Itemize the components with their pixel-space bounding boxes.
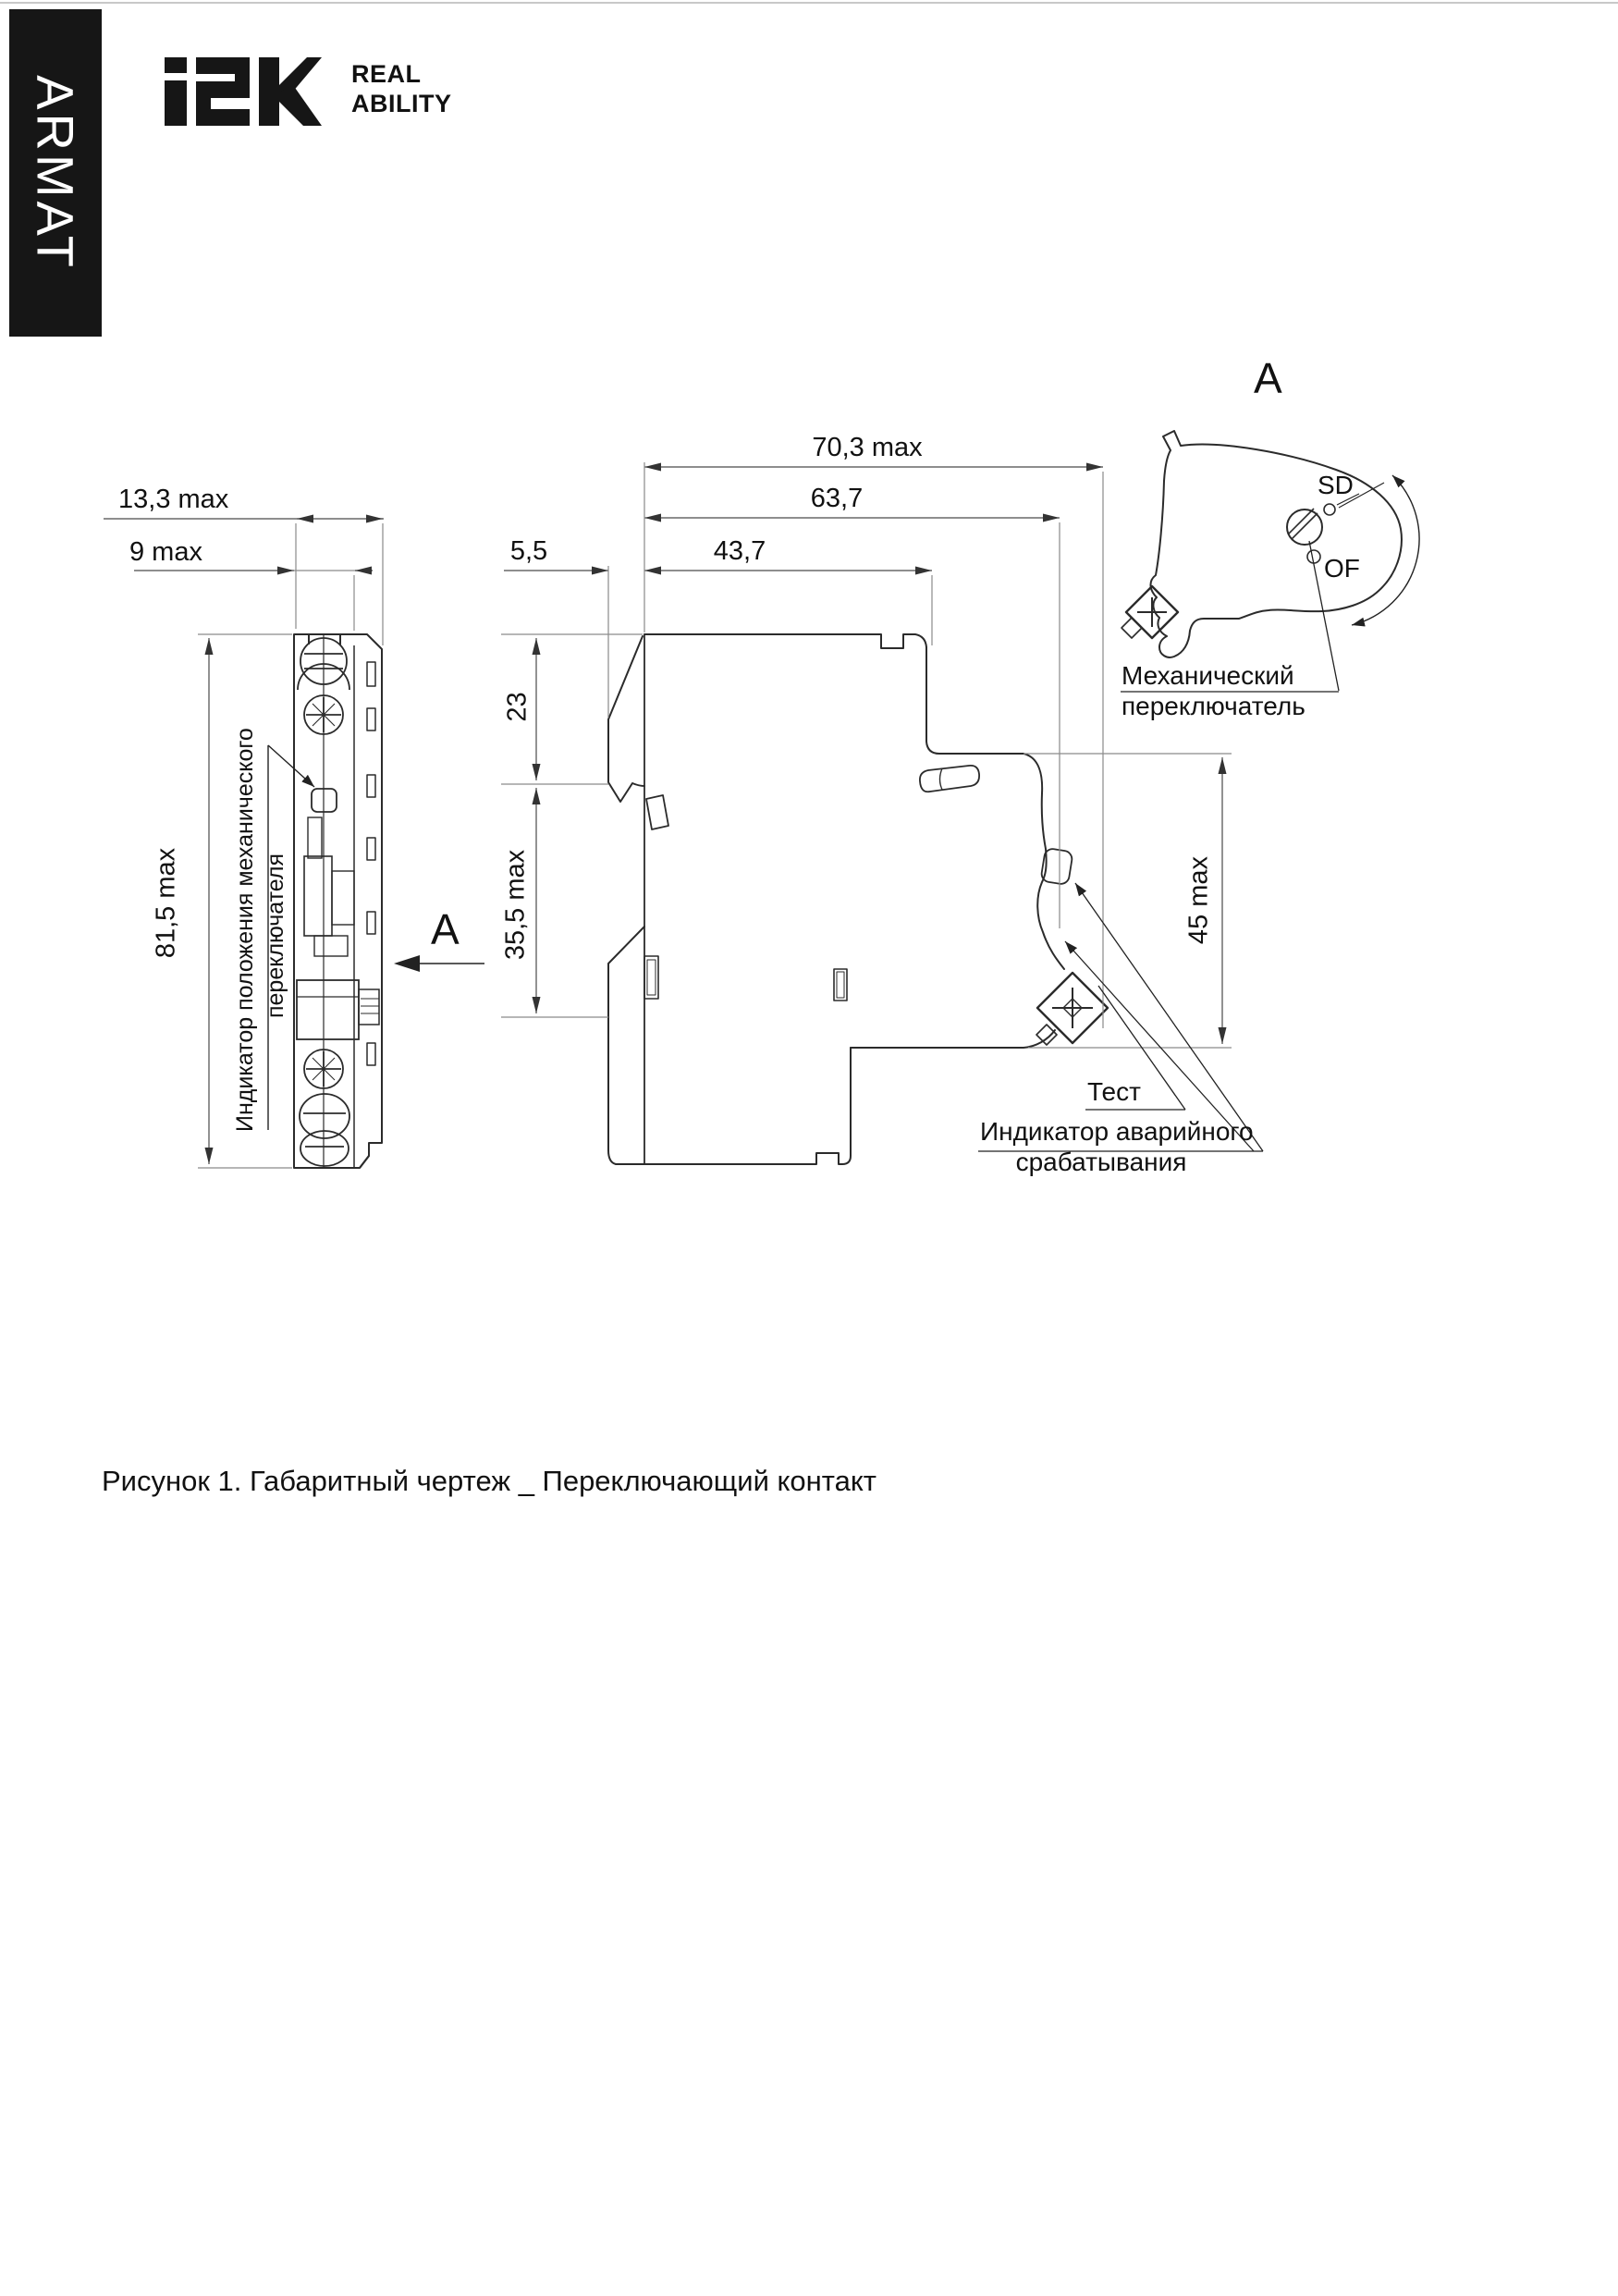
dim-height-max: 81,5 max: [151, 847, 181, 959]
armat-side-banner: [9, 9, 102, 337]
tagline-line2: ABILITY: [351, 90, 452, 117]
tagline-line1: REAL: [351, 60, 422, 88]
trip-indicator-line2: срабатывания: [1015, 1148, 1187, 1176]
mech-switch-line1: Механический: [1122, 661, 1294, 690]
sd-label: SD: [1318, 471, 1354, 499]
position-indicator-line1: Индикатор положения механического: [232, 728, 258, 1132]
iek-tagline: [351, 59, 452, 118]
side-view-outline: [608, 634, 1064, 1164]
dim-top-section: 23: [502, 692, 533, 722]
dim-width-max: 13,3 max: [118, 485, 229, 514]
of-label: OF: [1324, 554, 1360, 583]
section-arrow: [394, 955, 484, 972]
iek-logo: [163, 55, 322, 128]
detail-view-annotations: [1121, 475, 1419, 692]
mech-switch-callout: [1122, 660, 1305, 721]
dim-depth-max: 70,3 max: [812, 433, 923, 462]
figure-caption: Рисунок 1. Габаритный чертеж _ Переключающий контакт: [102, 1465, 876, 1497]
test-callout: Тест: [1087, 1077, 1141, 1106]
dim-width-body: 9 max: [129, 537, 202, 567]
mechanical-switch-lever: [920, 766, 979, 792]
callout-leaders: [978, 883, 1263, 1151]
position-indicator-callout: [230, 728, 291, 1132]
dim-rail-section: 45 max: [1183, 855, 1214, 945]
trip-indicator-callout: [980, 1116, 1254, 1177]
dim-middle-section: 35,5 max: [500, 849, 531, 961]
mech-switch-line2: переключатель: [1122, 692, 1305, 720]
test-button: [1036, 973, 1108, 1045]
dim-depth-front: 43,7: [713, 536, 766, 566]
trip-indicator-line1: Индикатор аварийного: [980, 1117, 1254, 1146]
position-indicator-line2: переключателя: [263, 853, 288, 1019]
of-position-mark: [1307, 550, 1320, 563]
iek-logo-icon: [163, 55, 322, 128]
dim-front-ledge: 5,5: [509, 536, 548, 566]
dim-depth-body: 63,7: [810, 484, 864, 513]
mechanical-switch-screw: [1287, 509, 1322, 545]
armat-wordmark: ARMAT: [26, 75, 85, 271]
detail-view-label: A: [1254, 354, 1282, 402]
sd-position-mark: [1324, 504, 1335, 515]
section-arrow-label: A: [431, 905, 460, 953]
